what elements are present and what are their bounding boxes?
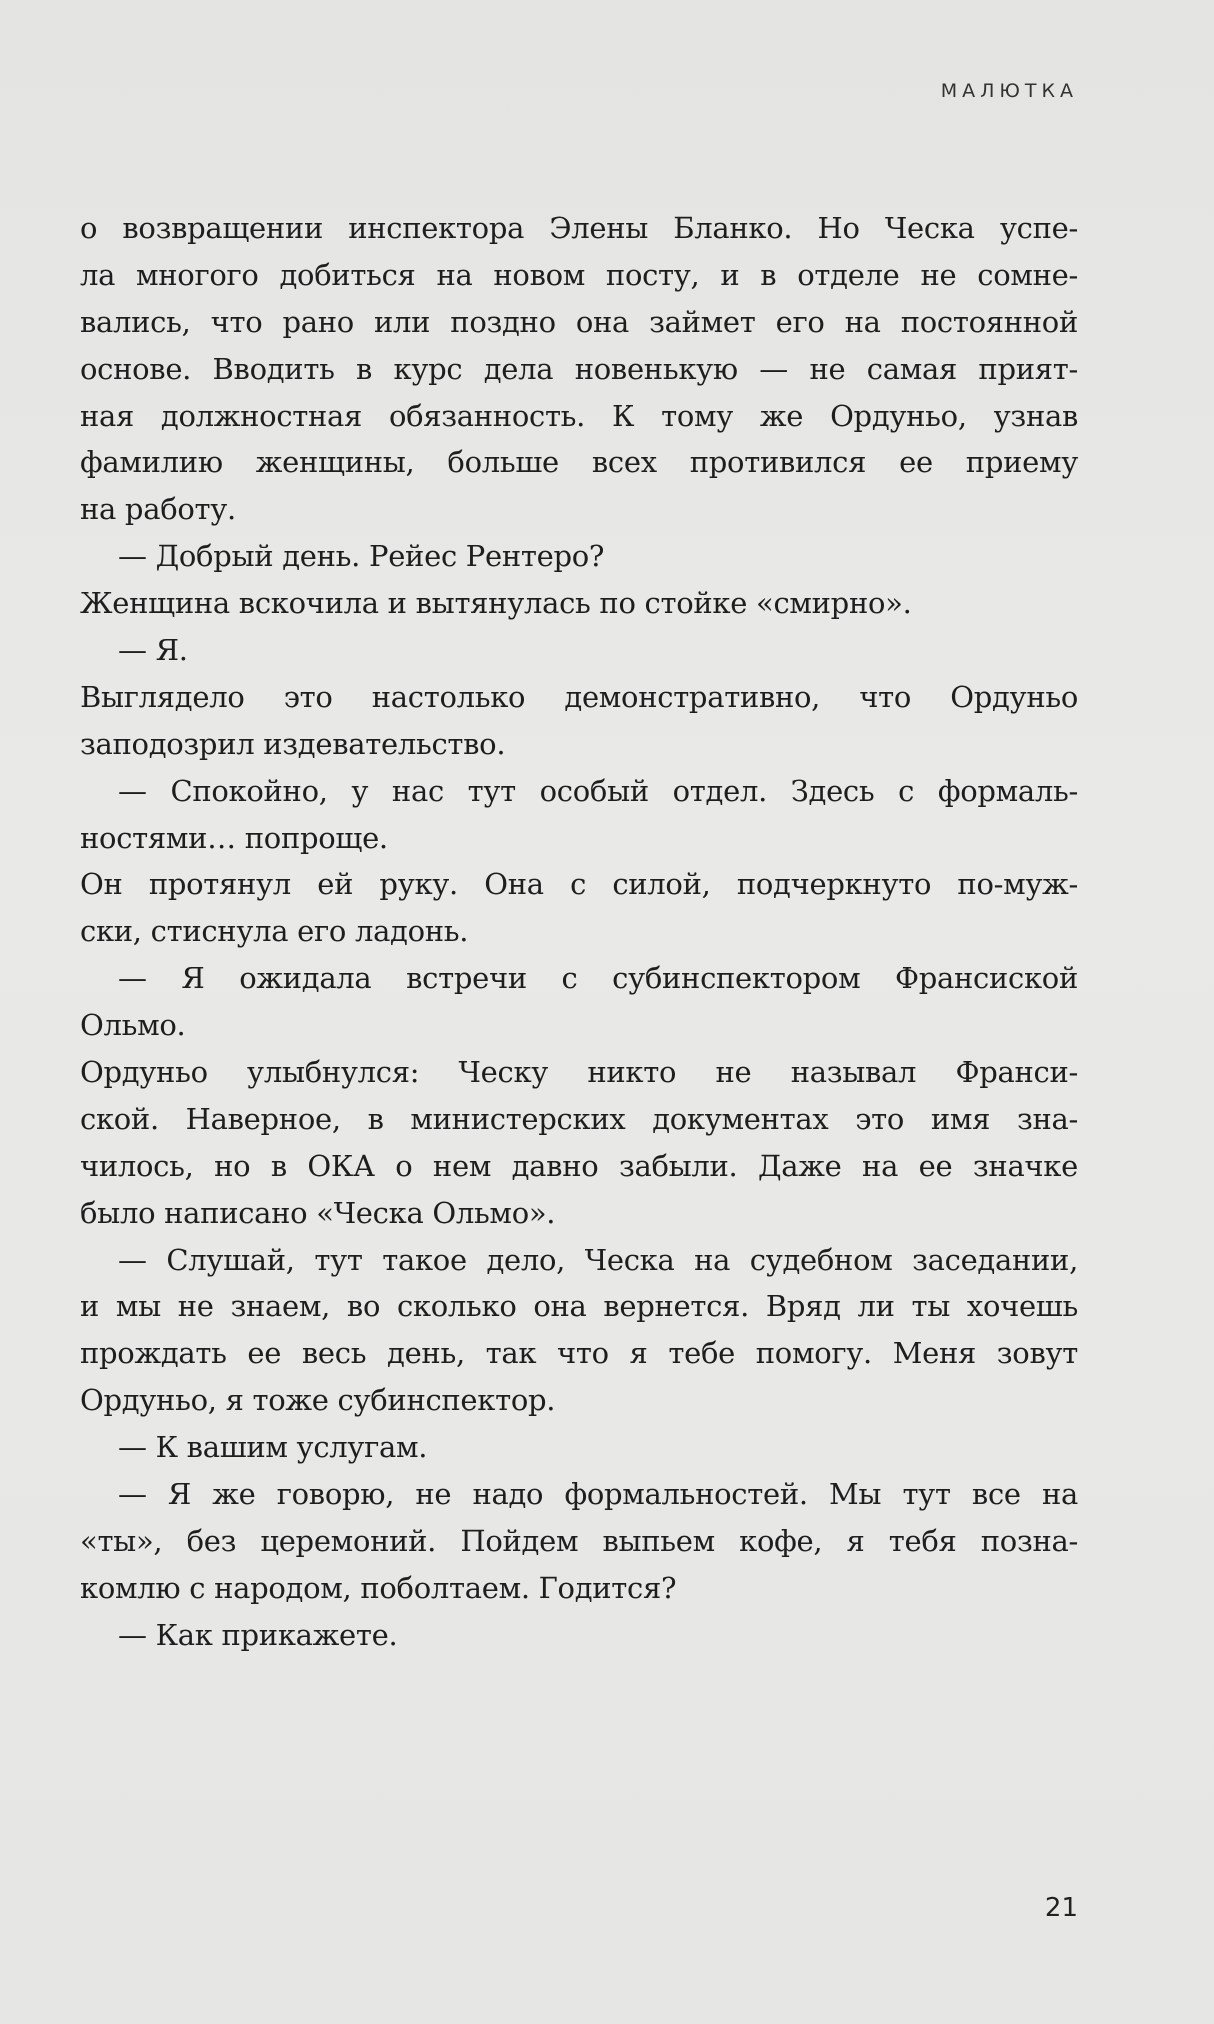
text-line: — К вашим услугам. — [118, 1430, 428, 1465]
text-line: ской. Наверное, в министерских документах это имя зна- — [80, 1101, 1078, 1136]
text-line: Ордуньо улыбнулся: Ческу никто не называл Франси- — [80, 1055, 1078, 1090]
text-line: — Спокойно, у нас тут особый отдел. Здесь с формаль- — [118, 773, 1078, 808]
text-line: заподозрил издевательство. — [80, 726, 506, 761]
text-line: чилось, но в ОКА о нем давно забыли. Даже на ее значке — [80, 1148, 1078, 1183]
page-number: 21 — [1044, 1893, 1078, 1923]
text-line: Женщина вскочила и вытянулась по стойке «смирно». — [80, 586, 912, 621]
text-line: «ты», без церемоний. Пойдем выпьем кофе, я тебя позна- — [80, 1523, 1078, 1558]
page-body-text — [80, 205, 1078, 1659]
text-line: было написано «Ческа Ольмо». — [80, 1195, 556, 1230]
text-line: Выглядело это настолько демонстративно, что Ордуньо — [80, 679, 1078, 714]
text-line: Ордуньо, я тоже субинспектор. — [80, 1383, 556, 1418]
text-line: основе. Вводить в курс дела новенькую — не самая прият- — [80, 351, 1078, 386]
text-line: — Я. — [118, 633, 188, 668]
text-line: ла многого добиться на новом посту, и в отделе не сомне- — [80, 257, 1078, 292]
running-header: МАЛЮТКА — [940, 80, 1078, 102]
text-line: — Слушай, тут такое дело, Ческа на судебном заседании, — [118, 1242, 1078, 1277]
text-line: прождать ее весь день, так что я тебе помогу. Меня зовут — [80, 1336, 1078, 1371]
text-line: комлю с народом, поболтаем. Годится? — [80, 1570, 677, 1605]
text-line: ная должностная обязанность. К тому же Ордуньо, узнав — [80, 398, 1078, 433]
text-line: фамилию женщины, больше всех противился ее приему — [80, 445, 1078, 480]
text-line: и мы не знаем, во сколько она вернется. Вряд ли ты хочешь — [80, 1289, 1078, 1324]
text-line: ностями… попроще. — [80, 820, 388, 855]
text-line: ски, стиснула его ладонь. — [80, 914, 469, 949]
text-line: на работу. — [80, 492, 236, 527]
text-line: Он протянул ей руку. Она с силой, подчеркнуто по-муж- — [80, 867, 1078, 902]
text-line: вались, что рано или поздно она займет его на постоянной — [80, 304, 1078, 339]
text-line: Ольмо. — [80, 1008, 186, 1043]
text-line: — Добрый день. Рейес Рентеро? — [118, 539, 605, 574]
text-line: — Я же говорю, не надо формальностей. Мы тут все на — [118, 1477, 1078, 1512]
text-line: — Как прикажете. — [118, 1617, 398, 1652]
text-line: — Я ожидала встречи с субинспектором Франсиской — [118, 961, 1078, 996]
text-line: о возвращении инспектора Элены Бланко. Но Ческа успе- — [80, 211, 1078, 245]
